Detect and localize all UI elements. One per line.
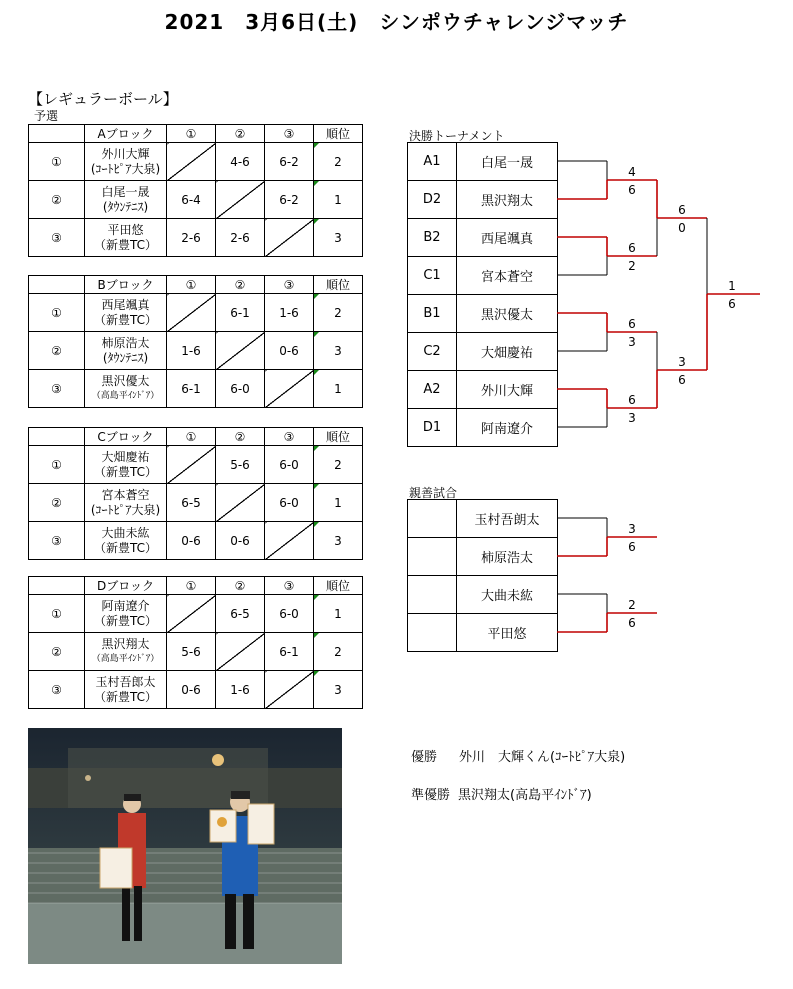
- bracket-player: 柿原浩太: [457, 538, 558, 576]
- seed-cell: C1: [408, 257, 457, 295]
- header-col: ②: [216, 577, 265, 595]
- score-cell: 4-6: [216, 143, 265, 181]
- seed-cell: A1: [408, 143, 457, 181]
- rank-value: 3: [334, 682, 342, 697]
- row-number: ③: [29, 370, 85, 408]
- semifinal-score: 6: [678, 373, 686, 387]
- score-cell: 0-6: [265, 332, 314, 370]
- semifinal-score: 6: [678, 203, 686, 217]
- score-cell: 6-0: [265, 446, 314, 484]
- friendly-score: 2: [628, 598, 636, 612]
- score-cell: 0-6: [167, 671, 216, 709]
- rank-value: 2: [334, 457, 342, 472]
- header-col: 順位: [314, 276, 363, 294]
- score-cell: 6-2: [265, 143, 314, 181]
- score-cell: 6-1: [265, 633, 314, 671]
- score-cell: 2-6: [216, 219, 265, 257]
- score-cell: 1-6: [216, 671, 265, 709]
- seed-cell: C2: [408, 333, 457, 371]
- rank-value: 1: [334, 606, 342, 621]
- rank-value: 3: [334, 230, 342, 245]
- champion-label: 優勝: [411, 750, 438, 765]
- rank-value: 2: [334, 154, 342, 169]
- rank-value: 1: [334, 192, 342, 207]
- score-cell: 1-6: [167, 332, 216, 370]
- round1-score: 3: [628, 335, 636, 349]
- bracket-player: 阿南遼介: [457, 409, 558, 447]
- player-name: 阿南遼介: [101, 598, 150, 613]
- score-cell: 6-0: [265, 595, 314, 633]
- block-name: Bブロック: [85, 276, 167, 294]
- bracket-player: 玉村吾朗太: [457, 500, 558, 538]
- round1-score: 3: [628, 411, 636, 425]
- player-club: （新豊TC）: [93, 540, 157, 555]
- rank-value: 1: [334, 495, 342, 510]
- row-number: ③: [29, 671, 85, 709]
- rank-value: 1: [334, 381, 342, 396]
- player-club: （新豊TC）: [93, 237, 157, 252]
- runner-up-value: 黒沢翔太(高島平ｲﾝﾄﾞｱ): [458, 788, 592, 803]
- score-cell: 5-6: [216, 446, 265, 484]
- player-club: (ﾀｳﾝﾃﾆｽ): [102, 350, 149, 365]
- regular-ball-heading: 【レギュラーボール】: [28, 90, 178, 108]
- bracket-player: 黒沢翔太: [457, 181, 558, 219]
- rank-value: 3: [334, 533, 342, 548]
- seed-cell: A2: [408, 371, 457, 409]
- player-name: 玉村吾郎太: [95, 674, 156, 689]
- player-club: （新豊TC）: [93, 312, 157, 327]
- player-club: (ﾀｳﾝﾃﾆｽ): [102, 199, 149, 214]
- header-col: ②: [216, 125, 265, 143]
- score-cell: 0-6: [167, 522, 216, 560]
- seed-cell: D1: [408, 409, 457, 447]
- score-cell: 1-6: [265, 294, 314, 332]
- bracket-player: 外川大輝: [457, 371, 558, 409]
- final-score: 6: [728, 297, 736, 311]
- friendly-score: 6: [628, 616, 636, 630]
- row-number: ②: [29, 181, 85, 219]
- winners-photo: [28, 728, 342, 964]
- bracket-player: 大曲未紘: [457, 576, 558, 614]
- header-col: ③: [265, 428, 314, 446]
- player-club: （新豊TC）: [93, 613, 157, 628]
- seed-cell: D2: [408, 181, 457, 219]
- player-name: 大畑慶祐: [101, 449, 150, 464]
- round1-score: 4: [628, 165, 636, 179]
- semifinal-score: 3: [678, 355, 686, 369]
- round1-score: 6: [628, 183, 636, 197]
- row-number: ①: [29, 446, 85, 484]
- header-col: ①: [167, 125, 216, 143]
- score-cell: 6-0: [216, 370, 265, 408]
- block-name: Aブロック: [85, 125, 167, 143]
- bracket-player: 宮本蒼空: [457, 257, 558, 295]
- round1-score: 6: [628, 241, 636, 255]
- friendly-score: 3: [628, 522, 636, 536]
- header-col: ①: [167, 428, 216, 446]
- champion-line: [411, 746, 625, 765]
- player-name: 黒沢翔太: [101, 636, 150, 651]
- row-number: ①: [29, 143, 85, 181]
- runner-up-label: 準優勝: [411, 788, 451, 803]
- rank-value: 2: [334, 305, 342, 320]
- score-cell: 2-6: [167, 219, 216, 257]
- bracket-player: 平田悠: [457, 614, 558, 652]
- row-number: ②: [29, 332, 85, 370]
- player-club: （新豊TC）: [93, 689, 157, 704]
- player-club: (ｺｰﾄﾋﾟｱ大泉): [90, 161, 161, 176]
- page-title: 2021 3月6日(土) シンポウチャレンジマッチ: [164, 10, 629, 34]
- seed-cell: B1: [408, 295, 457, 333]
- player-club: （高島平ｲﾝﾄﾞｱ）: [91, 390, 160, 401]
- score-cell: 6-2: [265, 181, 314, 219]
- bracket-player: 大畑慶祐: [457, 333, 558, 371]
- score-cell: 6-4: [167, 181, 216, 219]
- runner-up-line: [411, 784, 592, 803]
- player-club: （新豊TC）: [93, 464, 157, 479]
- score-cell: 6-5: [167, 484, 216, 522]
- bracket-player: 西尾颯真: [457, 219, 558, 257]
- player-name: 大曲未紘: [101, 525, 150, 540]
- rank-value: 3: [334, 343, 342, 358]
- rank-value: 2: [334, 644, 342, 659]
- player-name: 柿原浩太: [101, 335, 150, 350]
- player-name: 白尾一晟: [101, 184, 150, 199]
- tournament-label: 決勝トーナメント: [409, 129, 505, 143]
- prelim-label: 予選: [34, 109, 59, 123]
- row-number: ②: [29, 633, 85, 671]
- friendly-score: 6: [628, 540, 636, 554]
- player-name: 平田悠: [107, 222, 144, 237]
- seed-cell: B2: [408, 219, 457, 257]
- block-name: Dブロック: [85, 577, 167, 595]
- header-col: ③: [265, 577, 314, 595]
- friendly-label: 親善試合: [409, 486, 458, 500]
- player-name: 外川大輝: [101, 146, 150, 161]
- row-number: ③: [29, 219, 85, 257]
- champion-value: 外川 大輝くん(ｺｰﾄﾋﾟｱ大泉): [459, 750, 626, 765]
- header-col: 順位: [314, 428, 363, 446]
- row-number: ①: [29, 595, 85, 633]
- score-cell: 6-1: [167, 370, 216, 408]
- player-name: 西尾颯真: [101, 297, 150, 312]
- block-name: Cブロック: [85, 428, 167, 446]
- bracket-player: 白尾一晟: [457, 143, 558, 181]
- player-name: 黒沢優太: [101, 373, 150, 388]
- score-cell: 6-1: [216, 294, 265, 332]
- round1-score: 6: [628, 393, 636, 407]
- score-cell: 0-6: [216, 522, 265, 560]
- bracket-player: 黒沢優太: [457, 295, 558, 333]
- player-club: （高島平ｲﾝﾄﾞｱ）: [91, 653, 160, 664]
- score-cell: 6-5: [216, 595, 265, 633]
- player-club: (ｺｰﾄﾋﾟｱ大泉): [90, 502, 161, 517]
- round1-score: 6: [628, 317, 636, 331]
- score-cell: 5-6: [167, 633, 216, 671]
- header-col: ③: [265, 276, 314, 294]
- header-col: ①: [167, 276, 216, 294]
- header-col: ①: [167, 577, 216, 595]
- row-number: ①: [29, 294, 85, 332]
- round1-score: 2: [628, 259, 636, 273]
- header-col: ②: [216, 428, 265, 446]
- row-number: ②: [29, 484, 85, 522]
- final-score: 1: [728, 279, 736, 293]
- header-col: 順位: [314, 577, 363, 595]
- player-name: 宮本蒼空: [101, 487, 150, 502]
- row-number: ③: [29, 522, 85, 560]
- header-col: ③: [265, 125, 314, 143]
- header-col: 順位: [314, 125, 363, 143]
- semifinal-score: 0: [678, 221, 686, 235]
- header-col: ②: [216, 276, 265, 294]
- score-cell: 6-0: [265, 484, 314, 522]
